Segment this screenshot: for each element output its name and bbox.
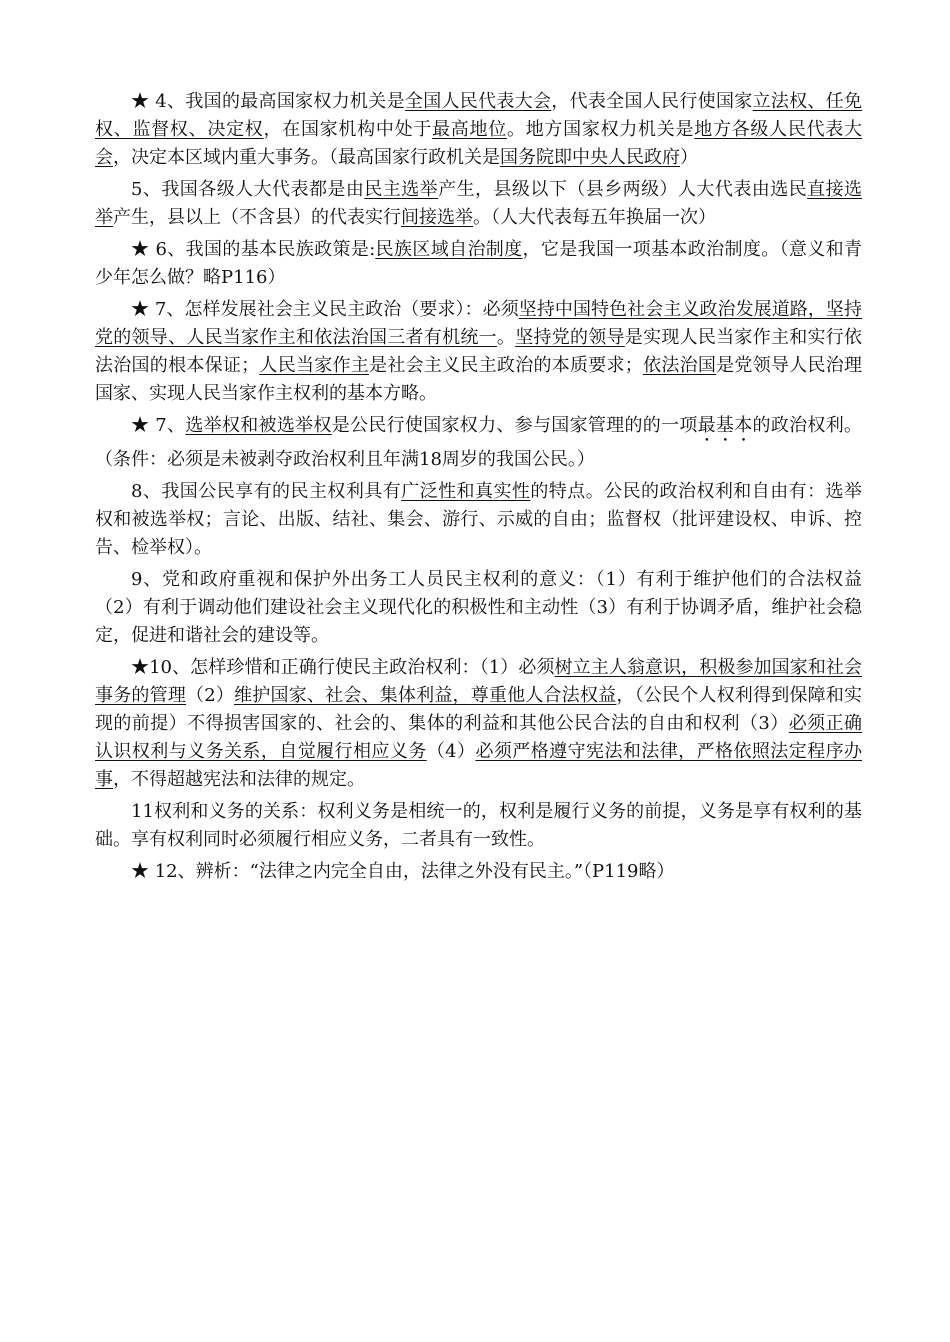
document-body	[95, 88, 862, 886]
text-segment: 。地方国家权力机关是	[506, 119, 695, 140]
paragraph-1	[95, 88, 862, 172]
underlined-text: 维护国家、社会、集体利益，尊重他人合法权益	[234, 685, 617, 706]
underlined-text: 地方各级人民代表大会	[95, 119, 863, 168]
text-segment: 是社会主义民主政治的本质要求；	[369, 355, 643, 376]
text-segment: 是公民行使国家权力、参与国家管理的的一项	[331, 415, 698, 436]
text-segment: 是党领导人民治理国家、实现人民当家作主权利的基本方略。	[95, 355, 863, 404]
text-segment: ★10、怎样珍惜和正确行使民主政治权利：（1）必须	[131, 657, 555, 678]
underlined-text: 选举权和被选举权	[185, 415, 332, 436]
text-segment: 9、党和政府重视和保护外出务工人员民主权利的意义：（1）有利于维护他们的合法权益（2）有利于调动他们建设社会主义现代化的积极性和主动性（3）有利于协调矛盾，维护社会稳定，促进和谐社会的建设等。	[95, 569, 862, 646]
text-segment: （4）	[426, 741, 476, 762]
underlined-text: 全国人民代表大会	[404, 91, 552, 112]
text-segment: 8、我国公民享有的民主权利具有	[131, 481, 402, 502]
text-segment: 5、我国各级人大代表都是由	[131, 179, 365, 200]
underlined-text: 民主选举	[364, 179, 439, 200]
text-segment: 。	[496, 327, 516, 348]
paragraph-3	[95, 236, 862, 292]
underlined-text: 间接选举	[401, 207, 473, 228]
text-segment: ，（公民个人权利得到保障和实现的前提）不得损害国家的、社会的、集体的利益和其他公民合法的自由和权利（3）	[95, 685, 863, 734]
underlined-text: 坚持党的领导	[515, 327, 625, 348]
text-segment: ）	[680, 147, 698, 168]
paragraph-2	[95, 176, 862, 232]
underlined-text: 必须正确认识权利与义务关系，自觉履行相应义务	[95, 713, 863, 762]
paragraph-4	[95, 296, 862, 408]
paragraph-5	[95, 412, 862, 474]
text-segment: ★ 4、我国的最高国家权力机关是	[131, 91, 405, 112]
text-segment: ，决定本区域内重大事务。（最高国家行政机关是	[113, 147, 500, 168]
underlined-text: 最高地位	[432, 119, 507, 140]
text-segment: 。（人大代表每五年换届一次）	[473, 207, 716, 228]
text-segment: ★ 7、	[131, 415, 186, 436]
text-segment: ★ 6、我国的基本民族政策是:	[131, 239, 376, 260]
text-segment: ，它是我国一项基本政治制度。（意义和青少年怎么做？略P116）	[95, 239, 863, 288]
text-segment: （2）	[186, 685, 235, 706]
underlined-text: 人民当家作主	[259, 355, 370, 376]
text-segment: 的政治权利。（条件：必须是未被剥夺政治权利且年满18周岁的我国公民。）	[95, 415, 863, 470]
underlined-text: 广泛性和真实性	[401, 481, 531, 502]
text-segment: ，不得超越宪法和法律的规定。	[113, 769, 365, 790]
underlined-text: 民族区域自治制度	[375, 239, 523, 260]
paragraph-8	[95, 654, 862, 794]
underlined-text: 国务院即中央人民政府	[500, 147, 680, 168]
text-segment: ★ 7、怎样发展社会主义民主政治（要求）：必须	[131, 299, 519, 320]
text-segment: ★ 12、辨析：“法律之内完全自由，法律之外没有民主。”（P119略）	[131, 861, 675, 882]
underlined-text: 直接选举	[95, 179, 863, 228]
paragraph-6	[95, 478, 862, 562]
text-segment: ，在国家机构中处于	[263, 119, 433, 140]
paragraph-9	[95, 798, 862, 854]
underlined-text: 立法权、任免权、监督权、决定权	[95, 91, 863, 140]
emphasis-text: 最基本	[697, 415, 753, 436]
underlined-text: 必须严格遵守宪法和法律，严格依照法定程序办事	[95, 741, 863, 790]
underlined-text: 依法治国	[642, 355, 717, 376]
text-segment: 11权利和义务的关系：权利义务是相统一的，权利是履行义务的前提，义务是享有权利的基础。享有权利同时必须履行相应义务，二者具有一致性。	[95, 801, 862, 850]
text-segment: 产生，县级以下（县乡两级）人大代表由选民	[438, 179, 808, 200]
text-segment: 产生，县以上（不含县）的代表实行	[113, 207, 401, 228]
paragraph-10	[95, 858, 862, 886]
text-segment: 的特点。公民的政治权利和自由有：选举权和被选举权；言论、出版、结社、集会、游行、示威的自由；监督权（批评建设权、申诉、控告、检举权）。	[95, 481, 863, 558]
underlined-text: 树立主人翁意识，积极参加国家和社会事务的管理	[95, 657, 863, 706]
text-segment: ，代表全国人民行使国家	[551, 91, 753, 112]
underlined-text: 坚持中国特色社会主义政治发展道路，坚持党的领导、人民当家作主和依法治国三者有机统一	[95, 299, 863, 348]
text-segment: 是实现人民当家作主和实行依法治国的根本保证；	[95, 327, 863, 376]
paragraph-7	[95, 566, 862, 650]
